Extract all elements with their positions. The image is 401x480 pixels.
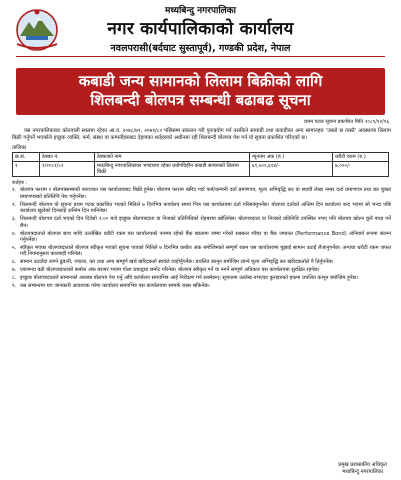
notice-title-line1: कबाडी जन्य सामानको लिलाम बिक्रीको लागि (78, 72, 323, 90)
clause-number: ८. (12, 275, 17, 282)
office-name: नगर कार्यपालिकाको कार्यालय (107, 19, 294, 39)
list-item (12, 267, 391, 273)
clause-number: ६. (12, 259, 17, 266)
col-contract-no: ठेक्का नं. (40, 153, 95, 162)
tender-table (12, 152, 389, 177)
office-address: नवलपरासी(बर्दघाट सुस्तापूर्व), गण्डकी प्रदेश, नेपाल (110, 43, 291, 54)
clause-number: ३. (12, 216, 17, 223)
clause-number: १. (12, 187, 17, 194)
list-item (12, 231, 391, 244)
clause-text: शिलबन्दी बोलपत्र यो सूचना प्रथम पटक प्रकाशित भएको मितिले ७ दिनभित्र कार्यालय समय भित्र यस कार्यालयमा दर्ता गरिसक्नुपर्नेछ। बोलपत्र दर्ताको अन्तिम दिन कार्यालय बन्द भएमा सो भन्दा पछि कार्यालय खुलेको दिनलाई अन्तिम दिन मानिनेछ। (20, 201, 391, 215)
clause-number: ५. (12, 245, 17, 252)
list-item (12, 187, 391, 200)
col-deposit: धरौटी रकम (रु.) (333, 153, 389, 162)
clause-text: शिलबन्दी बोलपत्र दर्ता भएको दिन दिउँसो २:०० बजे इच्छुक बोलपत्रदाता वा निजको प्रतिनिधिको रोहबरमा खोलिनेछ। बोलपत्रदाता वा निजको प्रतिनिधि उपस्थित नभए पनि बोलपत्र खोल्न कुनै बाधा पर्ने छैन। (20, 216, 391, 229)
intro-paragraph (12, 128, 391, 141)
conditions-list (12, 180, 391, 290)
list-item (12, 275, 391, 281)
notice-title-line2: शिलबन्दी बोलपत्र सम्बन्धी बढाबढ सूचना (90, 91, 311, 109)
list-item (12, 245, 391, 258)
cell-contract-no: १/२०८१/८२ (40, 162, 95, 177)
intro-text: यस नगरपालिकाका कोतवाली स्थलमा रहेका आ.व. २०७८/७९, २०७९/८० पछिसम्म संकलन गरी पुनःप्रयोग गर्न नसकिने सामाग्री तथा कवाडीका अन्य सामानहरु ‘जस्तो छ त्यस्तै’ अवस्थामा लिलाम बिक्री गर्नुपर्ने भएकोले इच्छुक व्यक्ति, फर्म, संस्था वा कम्पनीहरुबाट देहायका शर्तहरुको अधीनमा रही शिलबन्दी बोलपत्र पेश गर्न यो सूचना प्रकाशित गरिएको छ। (12, 128, 391, 141)
list-item (12, 283, 391, 289)
clause-number: ७. (12, 267, 17, 274)
clause-text: एकभन्दा बढी बोलपत्रदाताको कबोल अंक बराबर भएमा गोला प्रथाद्वारा छनोट गरिनेछ। बोलपत्र स्वीकृत गर्ने वा नगर्ने सम्पूर्ण अधिकार यस कार्यालयमा सुरक्षित रहनेछ। (20, 267, 320, 274)
publication-date: प्रथम पटक सूचना प्रकाशित मिति २०८९/१२/१६ (304, 119, 389, 125)
municipality-name: मध्यबिन्दु नगरपालिका (164, 6, 236, 16)
cell-deposit: ७,०००/- (333, 162, 389, 177)
clause-number: ४. (12, 230, 17, 237)
conditions-label: शर्तहरु : (12, 180, 28, 186)
clause-number: २. (12, 201, 17, 208)
notice-title-banner (16, 68, 385, 115)
clause-text: स्वीकृत भएका बोलपत्रदाताले बोलपत्र स्वीकृत भएको सूचना पाएको मितिले ७ दिनभित्र कबोल अंक बमोजिमको सम्पूर्ण रकम यस कार्यालयमा बुझाई सामान उठाई लैजानुपर्नेछ। अन्यथा धरौटी रकम जफत गरी नियमानुसार कारबाही गरिनेछ। (20, 245, 391, 258)
clause-text: इच्छुक बोलपत्रदाताले सामानको अवस्था बोलपत्र पेश गर्नु अघि कार्यालय समयभित्र आई निरीक्षण गर्न सक्नेछन्। सूचनामा उल्लेख नभएका कुराहरुको हकमा प्रचलित कानून बमोजिम हुनेछ। (20, 275, 359, 282)
col-serial: क्र.सं. (13, 153, 40, 162)
clause-text: सामान उठाउँदा लाग्ने ढुवानी, ज्याला, कर तथा अन्य सम्पूर्ण खर्च खरिदकर्ता स्वयंले व्यहोर्नुपर्नेछ। प्रचलित कानून बमोजिम लाग्ने मूल्य अभिवृद्धि कर खरिदकर्ताले नै तिर्नुपर्नेछ। (20, 259, 334, 266)
list-item (12, 259, 391, 265)
signatory-office: मध्यबिन्दु नगरपालिका (342, 469, 384, 475)
cell-serial: १ (13, 162, 40, 177)
signature-block (338, 462, 387, 476)
header-rule (16, 56, 385, 57)
clause-text: बोलपत्र फाराम र बोलपत्रसम्बन्धी कागजात यस कार्यालयबाट बिक्री हुनेछ। बोलपत्र फाराम खरिद गर्दा फर्म/कम्पनी दर्ता प्रमाणपत्र, मूल्य अभिवृद्धि कर वा स्थायी लेखा नम्बर दर्ता प्रमाणपत्र तथा कर चुक्ता प्रमाणपत्रको प्रतिलिपि पेश गर्नुपर्नेछ। (20, 187, 391, 200)
clause-text: बोलपत्रदाताले बोलपत्र साथ माथि उल्लेखित धरौटी रकम यस कार्यालयको नाममा रहेको बैंक खातामा जम्मा गरेको सक्कल भौचर वा बैंक जमानत (Performance Bond) अनिवार्य रूपमा संलग्न गर्नुपर्नेछ। (20, 230, 391, 244)
clause-text: यस सम्बन्धमा थप जानकारी आवश्यक परेमा कार्यालय समयभित्र यस कार्यालयमा सम्पर्क राख्न सकिनेछ। (20, 283, 210, 290)
cell-min-amount: ६९,५००,६१४/- (250, 162, 333, 177)
cell-contract-name: मध्यबिन्दु नगरपालिकाका भण्डारमा रहेका प्रयोगविहीन कबाडी सामानको लिलाम बिक्री (95, 162, 250, 177)
col-min-amount: न्यूनतम अंक (रु.) (250, 153, 333, 162)
list-item (12, 202, 391, 215)
signatory-title: प्रमुख प्रशासकीय अधिकृत (338, 462, 387, 468)
clause-number: ९. (12, 283, 17, 290)
list-item (12, 216, 391, 229)
col-contract-name: ठेक्काको नाम (95, 153, 250, 162)
table-header-row (13, 153, 389, 162)
letterhead (6, 0, 395, 68)
table-row (13, 162, 389, 177)
table-label: तालिका (12, 145, 27, 151)
